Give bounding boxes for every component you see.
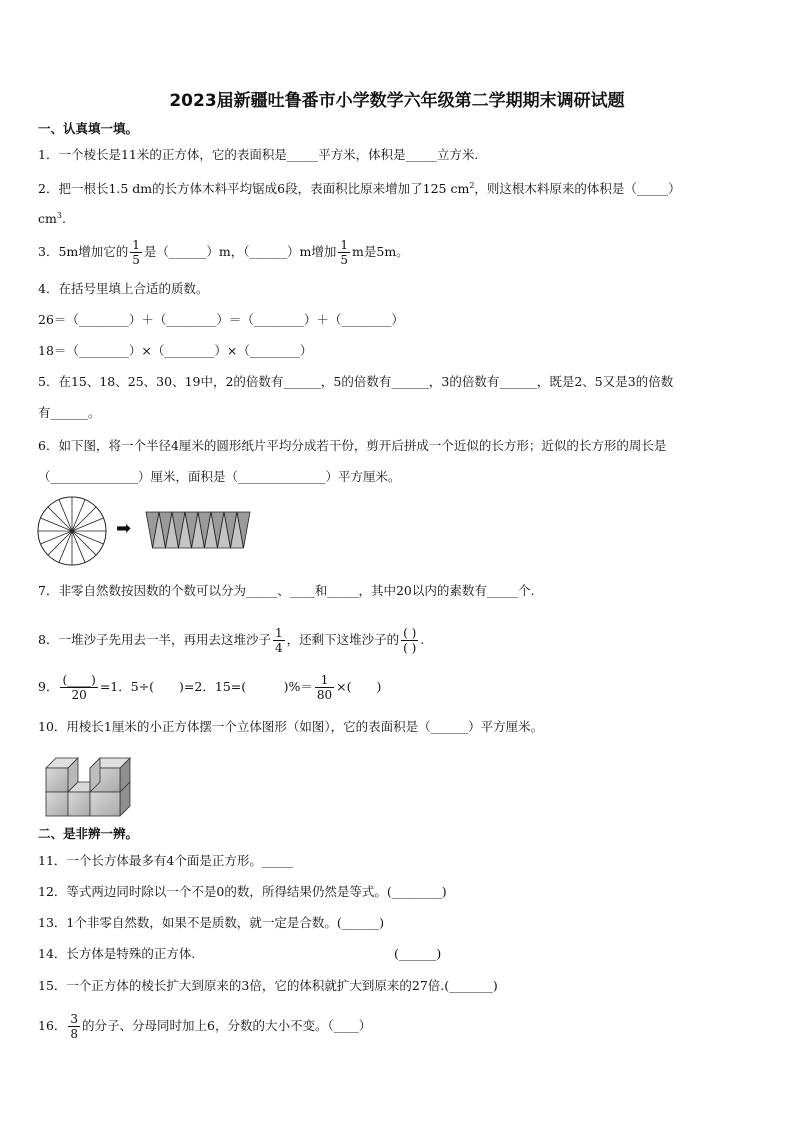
q16-frac-numerator: 3 (70, 1012, 79, 1026)
q8-frac2-denominator: ( ) (403, 641, 417, 655)
question-3 (38, 238, 762, 267)
question-15: 15．一个正方体的棱长扩大到原来的3倍，它的体积就扩大到原来的27倍.(_______) (38, 978, 498, 993)
q3-fraction-1 (130, 238, 142, 267)
question-14 (38, 945, 762, 963)
q2-text-b: ，则这根木料原来的体积是（_____） (474, 181, 681, 197)
question-8 (38, 626, 762, 655)
q9-frac1-denominator: 20 (71, 688, 87, 702)
q2-text-a: 2．把一根长1.5 dm的长方体木料平均锯成6段，表面积比原来增加了125 cm (38, 181, 470, 197)
q9-fraction-2 (315, 673, 334, 702)
q8-frac1-numerator: 1 (274, 626, 283, 640)
page-title: 2023届新疆吐鲁番市小学数学六年级第二学期期末调研试题 (169, 91, 625, 111)
question-2-continued (38, 207, 762, 228)
q3-frac1-denominator: 5 (132, 253, 140, 267)
q2-superscript: 2 (469, 181, 475, 190)
q8-fraction-2 (401, 626, 418, 655)
q3-frac2-numerator: 1 (340, 238, 349, 252)
question-6-continued: （______________）厘米，面积是（______________）平方厘米。 (38, 469, 401, 484)
q9-text-b: =1．5÷( )=2．15=( )%＝ (99, 679, 313, 694)
question-9 (38, 673, 762, 702)
cube-front-face (90, 792, 120, 816)
question-16 (38, 1012, 762, 1041)
q3-text-a: 3．5m增加它的 (38, 244, 129, 259)
q16-text-b: 的分子、分母同时加上6，分数的大小不变。（____） (82, 1018, 372, 1033)
question-6: 6．如下图，将一个半径4厘米的圆形纸片平均分成若干份，剪开后拼成一个近似的长方形；近似的长方形的周长是 (38, 438, 667, 453)
arrow-icon: ➡ (116, 518, 132, 539)
question-4: 4．在括号里填上合适的质数。 (38, 281, 209, 296)
q2-unit-superscript: 3 (56, 211, 62, 220)
q9-frac1-numerator: (____) (62, 673, 96, 687)
q14-answer-blank: (______) (394, 946, 442, 961)
cube-front-face (46, 792, 68, 816)
approximate-rectangle-figure (144, 510, 256, 550)
q8-text-c: . (420, 632, 425, 647)
q14-text: 14．长方体是特殊的正方体. (38, 946, 196, 961)
question-4-line-2: 18＝（________）×（________）×（________） (38, 343, 313, 358)
q8-fraction-1 (273, 626, 285, 655)
circle-sectors-figure (36, 495, 108, 567)
q3-fraction-2 (338, 238, 350, 267)
q2-unit: cm (38, 211, 57, 227)
question-10: 10．用棱长1厘米的小正方体摆一个立体图形（如图），它的表面积是（______）平方厘米。 (38, 719, 544, 734)
q8-frac2-numerator: ( ) (403, 626, 417, 640)
section-1-heading: 一、认真填一填。 (38, 121, 139, 136)
question-5: 5．在15、18、25、30、19中，2的倍数有______，5的倍数有______，3的倍数有______，既是2、5又是3的倍数 (38, 374, 674, 389)
q8-text-a: 8．一堆沙子先用去一半，再用去这堆沙子 (38, 632, 271, 647)
question-1: 1．一个棱长是11米的正方体，它的表面积是_____平方米，体积是_____立方米. (38, 147, 479, 162)
question-11: 11．一个长方体最多有4个面是正方形。_____ (38, 853, 294, 868)
q9-frac2-numerator: 1 (315, 673, 334, 688)
q9-frac2-denominator: 80 (316, 688, 333, 702)
q3-text-c: m是5m。 (352, 244, 409, 259)
cubes-figure (42, 748, 132, 818)
q3-text-b: 是（______）m，（______）m增加 (143, 244, 337, 259)
q3-frac1-numerator: 1 (132, 238, 140, 252)
q16-fraction (68, 1012, 80, 1041)
question-4-line-1: 26＝（________）＋（________）＝（________）＋（________） (38, 312, 404, 327)
question-2 (38, 177, 762, 198)
question-7: 7．非零自然数按因数的个数可以分为_____、____和_____，其中20以内的素数有_____个. (38, 583, 535, 598)
cube-front-face (68, 792, 90, 816)
question-12: 12．等式两边同时除以一个不是0的数，所得结果仍然是等式。(________) (38, 884, 447, 899)
q8-text-b: ，还剩下这堆沙子的 (286, 632, 400, 647)
question-13: 13．1个非零自然数，如果不是质数，就一定是合数。(______) (38, 915, 385, 930)
q9-fraction-1 (60, 673, 97, 702)
q2-end: . (61, 211, 66, 227)
q16-frac-denominator: 8 (70, 1027, 79, 1041)
question-5-continued: 有______。 (38, 405, 101, 420)
q9-text-c: ×( ) (336, 679, 382, 694)
section-2-heading: 二、是非辨一辨。 (38, 826, 139, 841)
q16-text-a: 16． (38, 1018, 67, 1033)
q3-frac2-denominator: 5 (340, 253, 349, 267)
q8-frac1-denominator: 4 (274, 641, 283, 655)
q9-text-a: 9． (38, 679, 59, 694)
cube-front-face (46, 768, 68, 792)
